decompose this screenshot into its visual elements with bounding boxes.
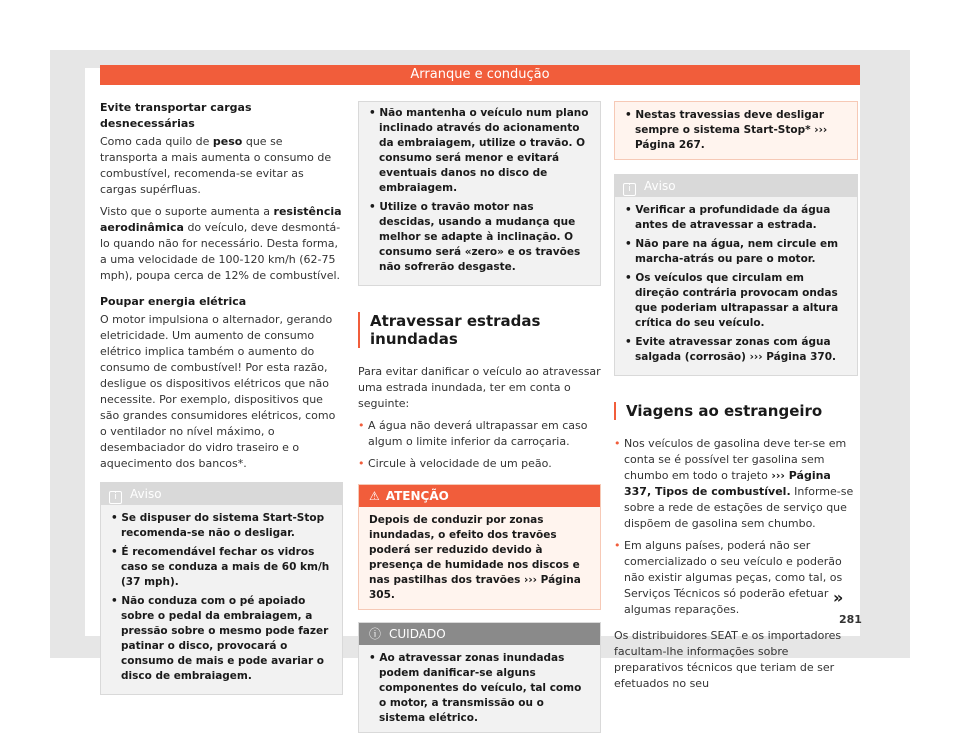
list-item: • A água não deverá ultrapassar em caso algum o limite inferior da carroçaria. — [358, 419, 588, 448]
page-link-267[interactable]: ››› Página 267. — [635, 124, 828, 151]
list-item: • Os veículos que circulam em direção contrária provocam ondas que poderiam ultrapassar a altura crítica do seu veículo. — [625, 272, 839, 329]
section-title-inundadas: Atravessar estradas inundadas — [358, 312, 601, 348]
column-2 — [358, 101, 601, 733]
aviso-box-2 — [614, 174, 858, 376]
heading-energia: Poupar energia elétrica — [100, 295, 247, 308]
list-item: • Verificar a profundidade da água antes de atravessar a estrada. — [625, 204, 831, 231]
section-title-estrangeiro: Viagens ao estrangeiro — [614, 402, 858, 420]
paragraph-peso: Como cada quilo de peso que se transporta a mais aumenta o consumo de combustível, recomenda-se evitar as cargas supérfluas. — [100, 135, 332, 196]
paragraph-aerodinamica: Visto que o suporte aumenta a resistência aerodinâmica do veículo, deve desmontá-lo quando não for necessário. Desta forma, a uma velocidade de 100-120 km/h (62-75 mph), poupa cerca de 12% de combustível. — [100, 205, 342, 282]
continue-arrow-icon: » — [833, 588, 844, 607]
info-icon: i — [623, 183, 636, 196]
aviso-title: Aviso — [130, 487, 162, 501]
list-item: • Utilize o travão motor nas descidas, usando a mudança que melhor se adapte à inclinação. O consumo será «zero» e os travões não sofrerão desgaste. — [369, 201, 581, 273]
info-icon: i — [109, 491, 122, 504]
caution-icon: ⓘ — [369, 627, 382, 641]
aviso-box-1 — [100, 482, 343, 695]
paragraph-distribuidores: Os distribuidores SEAT e os importadores facultam-lhe informações sobre preparativos técnicos que teriam de ser efetuados no seu — [614, 629, 842, 690]
warning-icon: ⚠ — [369, 489, 380, 503]
list-item: • Não pare na água, nem circule em marcha-atrás ou pare o motor. — [625, 238, 839, 265]
page-link-337[interactable]: ››› Página 337, Tipos de combustível. — [624, 469, 831, 498]
list-item: • Não conduza com o pé apoiado sobre o pedal da embraiagem, a pressão sobre o mesmo pode fazer patinar o disco, provocará o consumo de mais e pode avariar o disco de embraiagem. — [111, 595, 329, 682]
paragraph-intro: Para evitar danificar o veículo ao atravessar uma estrada inundada, ter em conta o seguinte: — [358, 365, 601, 410]
column-3 — [614, 101, 858, 698]
chapter-header: Arranque e condução — [100, 65, 860, 85]
warning-title: ATENÇÃO — [385, 489, 449, 503]
list-item: • Ao atravessar zonas inundadas podem danificar-se alguns componentes do veículo, tal como o motor, a transmissão ou o sistema elétrico. — [369, 652, 582, 724]
list-item: • Circule à velocidade de um peão. — [358, 457, 552, 470]
heading-cargas: Evite transportar cargas desnecessárias — [100, 101, 252, 130]
page-link-305[interactable]: ››› Página 305. — [369, 574, 581, 601]
warning-box: ⚠ ATENÇÃO Depois de conduzir por zonas inundadas, o efeito dos travões poderá ser reduzido devido à presença de humidade nos discos e nas pastilhas dos travões ››› Página 305. — [358, 484, 601, 610]
list-item: • Nestas travessias deve desligar sempre o sistema Start-Stop* ››› Página 267. — [625, 109, 828, 151]
aviso-title: Aviso — [644, 179, 676, 193]
list-item: • Em alguns países, poderá não ser comercializado o seu veículo e poderão não existir algumas peças, como tal, os Serviços Técnicos só poderão efetuar algumas reparações. — [614, 539, 843, 616]
list-item: • Se dispuser do sistema Start-Stop recomenda-se não o desligar. — [111, 512, 325, 539]
list-item: • Nos veículos de gasolina deve ter-se em conta se é possível ter gasolina sem chumbo em todo o trajeto ››› Página 337, Tipos de combustível. Informe-se sobre a rede de estações de serviço que dispõem de gasolina sem chumbo. — [614, 437, 854, 530]
page-link-370[interactable]: ››› Página 370. — [749, 351, 836, 363]
list-item: • Não mantenha o veículo num plano inclinado através do acionamento da embraiagem, utilize o travão. O consumo será menor e evitará eventuais danos no disco de embraiagem. — [369, 107, 589, 194]
column-1 — [100, 100, 343, 695]
list-item: • Evite atravessar zonas com água salgada (corrosão) ››› Página 370. — [625, 336, 836, 363]
caution-title: CUIDADO — [389, 627, 446, 641]
paragraph-energia: O motor impulsiona o alternador, gerando eletricidade. Um aumento de consumo elétrico implica também o aumento do consumo de combustível! Por esta razão, desligue os dispositivos elétricos que não necessite. Por exemplo, dispositivos que são grandes consumidores elétricos, como o ventilador no nível máximo, o desembaciador do vidro traseiro e o aquecimento dos bancos*. — [100, 313, 336, 470]
warning-box-continued — [614, 101, 858, 160]
page-number: 281 — [839, 613, 862, 626]
caution-box — [358, 622, 601, 733]
list-item: • É recomendável fechar os vidros caso se conduza a mais de 60 km/h (37 mph). — [111, 546, 330, 588]
aviso-box-continued — [358, 101, 601, 286]
